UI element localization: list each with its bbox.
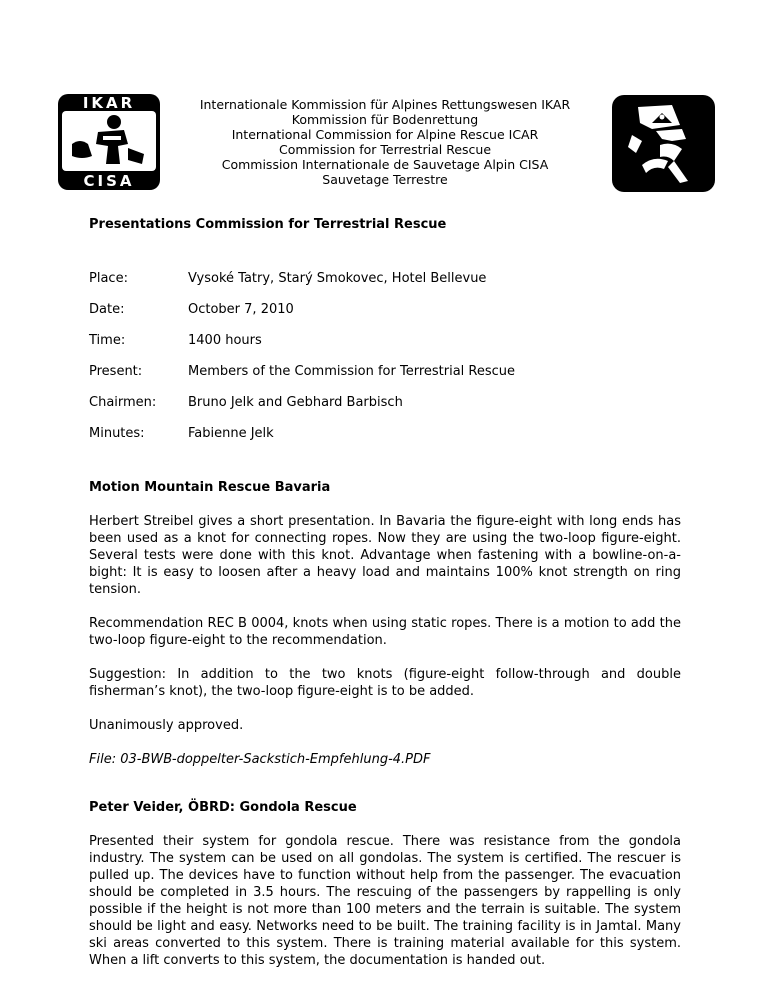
meeting-details — [89, 270, 681, 442]
document-title: Presentations Commission for Terrestrial Rescue — [89, 217, 447, 232]
header-line: Commission Internationale de Sauvetage Alpin CISA — [221, 157, 549, 172]
meta-label: Place: — [89, 271, 128, 286]
meta-row-chairmen — [89, 394, 681, 411]
header-line: International Commission for Alpine Rescue ICAR — [231, 127, 539, 142]
header-line: Internationale Kommission für Alpines Rettungswesen IKAR — [199, 97, 571, 112]
ikar-cisa-logo-icon — [58, 94, 160, 190]
meta-label: Minutes: — [89, 426, 145, 441]
ikar-cisa-logo — [58, 94, 160, 190]
header-line: Commission for Terrestrial Rescue — [278, 142, 492, 157]
paragraph: Recommendation REC B 0004, knots when using static ropes. There is a motion to add the two-loop figure-eight to the recommendation. — [89, 616, 681, 648]
meta-label: Date: — [89, 302, 125, 317]
meta-label: Chairmen: — [89, 395, 157, 410]
section-heading: Motion Mountain Rescue Bavaria — [89, 480, 331, 495]
meta-row-minutes — [89, 425, 681, 442]
terrestrial-rescue-logo-icon — [612, 95, 715, 192]
meta-value: 1400 hours — [188, 333, 262, 348]
header-line: Sauvetage Terrestre — [322, 172, 448, 187]
section-motion-mountain-rescue-bavaria — [89, 479, 681, 768]
section-heading: Peter Veider, ÖBRD: Gondola Rescue — [89, 800, 357, 815]
meta-label: Time: — [89, 333, 126, 348]
document-body — [89, 216, 681, 969]
meta-label: Present: — [89, 364, 143, 379]
meta-row-time — [89, 332, 681, 349]
logo-bottom-text: CISA — [83, 172, 135, 190]
paragraph: Unanimously approved. — [89, 718, 244, 733]
paragraph: Herbert Streibel gives a short presentation. In Bavaria the figure-eight with long ends has been used as a knot for connecting ropes. Now they are using the two-loop figure-eight. Several tests were done with this knot. Advantage when fastening with a bowline-on-a-bight: It is easy to loosen after a heavy load and maintains 100% knot strength on ring tension. — [89, 514, 681, 597]
paragraph: Suggestion: In addition to the two knots (figure-eight follow-through and double fisherman’s knot), the two-loop figure-eight is to be added. — [89, 667, 681, 699]
meta-row-present — [89, 363, 681, 380]
logo-top-text: IKAR — [82, 94, 136, 112]
meta-value: Bruno Jelk and Gebhard Barbisch — [188, 395, 403, 410]
organization-header — [170, 97, 600, 187]
meta-value: Fabienne Jelk — [188, 426, 274, 441]
meta-row-place — [89, 270, 681, 287]
file-reference: File: 03-BWB-doppelter-Sackstich-Empfehlung-4.PDF — [89, 752, 431, 767]
section-gondola-rescue — [89, 799, 681, 969]
meta-value: Vysoké Tatry, Starý Smokovec, Hotel Bellevue — [188, 271, 487, 286]
paragraph: Presented their system for gondola rescue. There was resistance from the gondola industry. The system can be used on all gondolas. The system is certified. The rescuer is pulled up. The devices have to function without help from the passenger. The evacuation should be completed in 3.5 hours. The rescuing of the passengers by rappelling is only possible if the height is not more than 100 meters and the terrain is suitable. The system should be light and easy. Networks need to be built. The training facility is in Jamtal. Many ski areas converted to this system. There is training material available for this system. When a lift converts to this system, the documentation is handed out. — [89, 834, 681, 968]
terrestrial-rescue-logo — [612, 95, 715, 192]
header-line: Kommission für Bodenrettung — [291, 112, 479, 127]
meta-row-date — [89, 301, 681, 318]
meta-value: October 7, 2010 — [188, 302, 294, 317]
meta-value: Members of the Commission for Terrestrial Rescue — [188, 364, 516, 379]
